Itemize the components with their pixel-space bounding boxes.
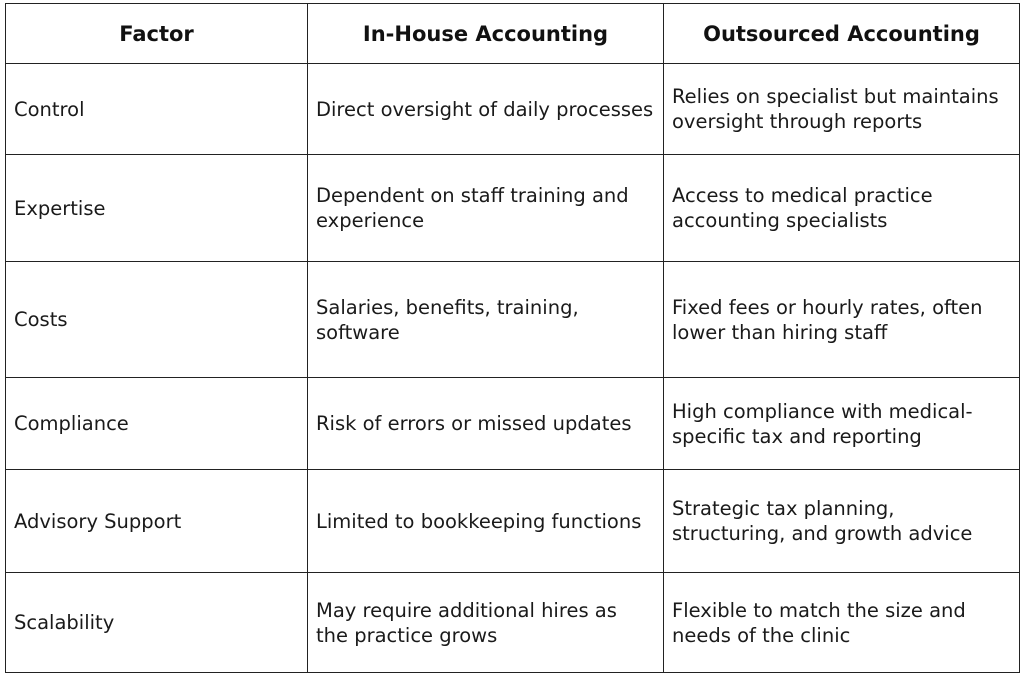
table-row — [6, 155, 1020, 262]
cell-factor: Compliance — [6, 378, 308, 470]
cell-in-house: Dependent on staff training and experience — [308, 155, 664, 262]
cell-factor: Scalability — [6, 573, 308, 673]
cell-factor: Costs — [6, 262, 308, 378]
cell-in-house: Direct oversight of daily processes — [308, 64, 664, 155]
cell-outsourced: Access to medical practice accounting specialists — [664, 155, 1020, 262]
cell-in-house: Risk of errors or missed updates — [308, 378, 664, 470]
table-header-row — [6, 4, 1020, 64]
cell-factor: Control — [6, 64, 308, 155]
table-row — [6, 378, 1020, 470]
cell-outsourced: Fixed fees or hourly rates, often lower than hiring staff — [664, 262, 1020, 378]
cell-factor: Advisory Support — [6, 470, 308, 573]
table-row — [6, 573, 1020, 673]
cell-outsourced: Flexible to match the size and needs of the clinic — [664, 573, 1020, 673]
comparison-table — [5, 3, 1020, 673]
cell-in-house: Salaries, benefits, training, software — [308, 262, 664, 378]
table-row — [6, 470, 1020, 573]
header-in-house: In-House Accounting — [308, 4, 664, 64]
cell-outsourced: Relies on specialist but maintains oversight through reports — [664, 64, 1020, 155]
cell-in-house: May require additional hires as the practice grows — [308, 573, 664, 673]
cell-outsourced: High compliance with medical-specific tax and reporting — [664, 378, 1020, 470]
cell-in-house: Limited to bookkeeping functions — [308, 470, 664, 573]
table-row — [6, 262, 1020, 378]
header-outsourced: Outsourced Accounting — [664, 4, 1020, 64]
header-factor: Factor — [6, 4, 308, 64]
cell-factor: Expertise — [6, 155, 308, 262]
cell-outsourced: Strategic tax planning, structuring, and growth advice — [664, 470, 1020, 573]
table-row — [6, 64, 1020, 155]
